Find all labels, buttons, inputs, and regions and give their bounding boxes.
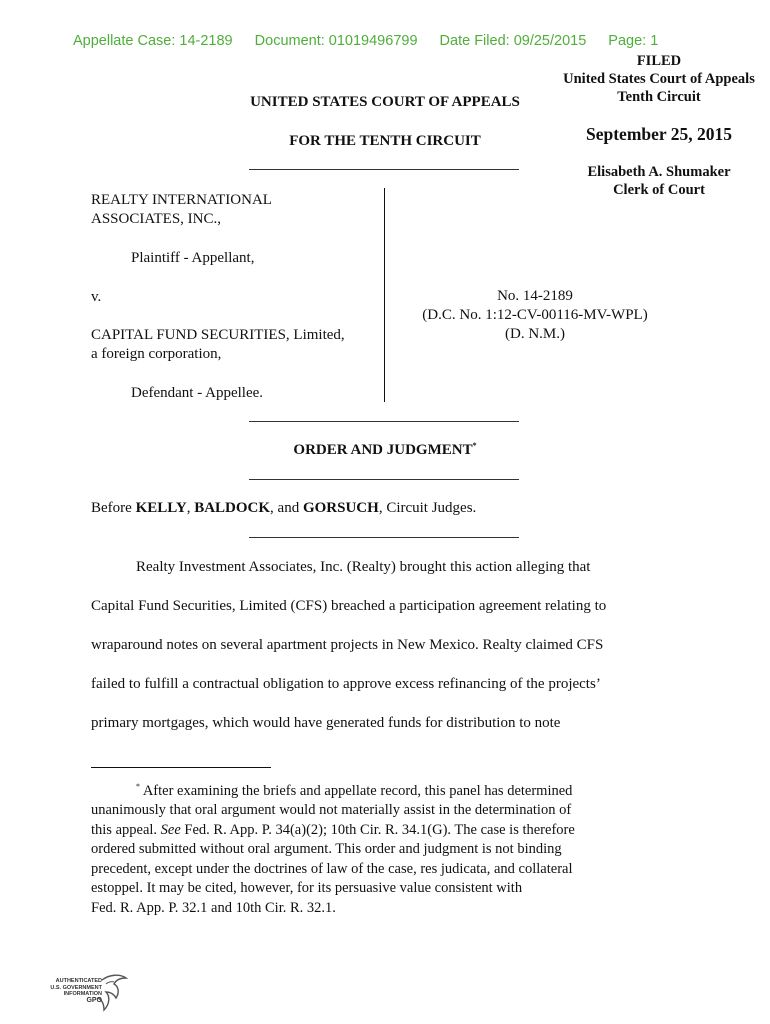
divider-top (249, 169, 519, 170)
header-page: Page: 1 (608, 33, 659, 49)
filed-label: FILED (636, 53, 682, 69)
court-circuit: FOR THE TENTH CIRCUIT (289, 133, 481, 149)
judge-kelly: KELLY (135, 500, 187, 516)
judge-baldock: BALDOCK (194, 500, 271, 516)
footnote-line3-a: this appeal. (91, 821, 161, 838)
plaintiff-line1: REALTY INTERNATIONAL (91, 192, 272, 208)
panel-sep2: , and (270, 500, 303, 516)
panel-line (91, 500, 476, 517)
filed-court-line1: United States Court of Appeals (563, 71, 755, 87)
footnote-mark: * (136, 782, 140, 791)
gpo-authenticated-logo (44, 970, 134, 1016)
footnote-line1-text: After examining the briefs and appellate record, this panel has determined (140, 782, 573, 799)
body-paragraph (91, 548, 691, 743)
filed-date: September 25, 2015 (586, 124, 732, 144)
clerk-block (548, 163, 770, 199)
footnote-line: unanimously that oral argument would not materially assist in the determination of (91, 802, 572, 819)
case-no: No. 14-2189 (497, 288, 573, 304)
divider-order (249, 479, 519, 480)
defendant-name (91, 326, 345, 364)
document-header (73, 33, 676, 49)
footnote-line: precedent, except under the doctrines of law of the case, res judicata, and collateral (91, 860, 573, 877)
order-footnote-mark[interactable]: * (472, 441, 477, 450)
body-line: Realty Investment Associates, Inc. (Realty) brought this action alleging that (136, 559, 591, 575)
footnote-line: ordered submitted without oral argument. This order and judgment is not binding (91, 841, 562, 858)
gpo-line2: U.S. GOVERNMENT (50, 984, 102, 991)
order-title (200, 441, 570, 459)
footnote-line (91, 777, 691, 801)
header-date-filed: Date Filed: 09/25/2015 (439, 33, 587, 49)
caption-vertical-rule (384, 188, 385, 402)
gpo-line1: AUTHENTICATED (55, 978, 102, 984)
footnote-line (91, 821, 691, 841)
body-line: Capital Fund Securities, Limited (CFS) breached a participation agreement relating to (91, 598, 607, 614)
defendant-line2: a foreign corporation, (91, 346, 222, 362)
header-case: Appellate Case: 14-2189 (73, 33, 233, 49)
footnote (91, 777, 691, 918)
district: (D. N.M.) (505, 326, 565, 342)
defendant-role: Defendant - Appellee. (131, 385, 264, 401)
footnote-line3-b: Fed. R. App. P. 34(a)(2); 10th Cir. R. 34.1(G). The case is therefore (180, 821, 575, 838)
panel-sep1: , (186, 500, 195, 516)
plaintiff-line2: ASSOCIATES, INC., (91, 211, 222, 227)
plaintiff-name (91, 191, 272, 229)
filed-stamp (548, 52, 770, 106)
dc-no: (D.C. No. 1:12-CV-00116-MV-WPL) (422, 307, 648, 323)
footnote-rule (91, 767, 271, 768)
defendant-line1: CAPITAL FUND SECURITIES, Limited, (91, 327, 345, 343)
court-title: UNITED STATES COURT OF APPEALS (250, 94, 520, 110)
panel-suffix: , Circuit Judges. (378, 500, 477, 516)
gpo-line3: INFORMATION (63, 991, 102, 997)
footnote-see: See (160, 821, 181, 838)
judge-gorsuch: GORSUCH (302, 500, 379, 516)
body-line: wraparound notes on several apartment projects in New Mexico. Realty claimed CFS (91, 637, 604, 653)
plaintiff-role: Plaintiff - Appellant, (131, 250, 255, 266)
case-numbers (400, 287, 670, 344)
body-line: primary mortgages, which would have generated funds for distribution to note (91, 715, 561, 731)
panel-prefix: Before (91, 500, 136, 516)
footnote-line: Fed. R. App. P. 32.1 and 10th Cir. R. 32.1. (91, 899, 336, 916)
filed-court-line2: Tenth Circuit (617, 89, 701, 105)
header-document: Document: 01019496799 (254, 33, 418, 49)
versus: v. (91, 289, 102, 305)
body-line: failed to fulfill a contractual obligation to approve excess refinancing of the projects’ (91, 676, 601, 692)
divider-caption (249, 421, 519, 422)
footnote-line: estoppel. It may be cited, however, for its persuasive value consistent with (91, 880, 523, 897)
gpo-line4: GPO (86, 996, 102, 1004)
order-title-text: ORDER AND JUDGMENT (293, 442, 473, 458)
clerk-name: Elisabeth A. Shumaker (587, 164, 731, 180)
clerk-title: Clerk of Court (613, 182, 705, 198)
divider-panel (249, 537, 519, 538)
